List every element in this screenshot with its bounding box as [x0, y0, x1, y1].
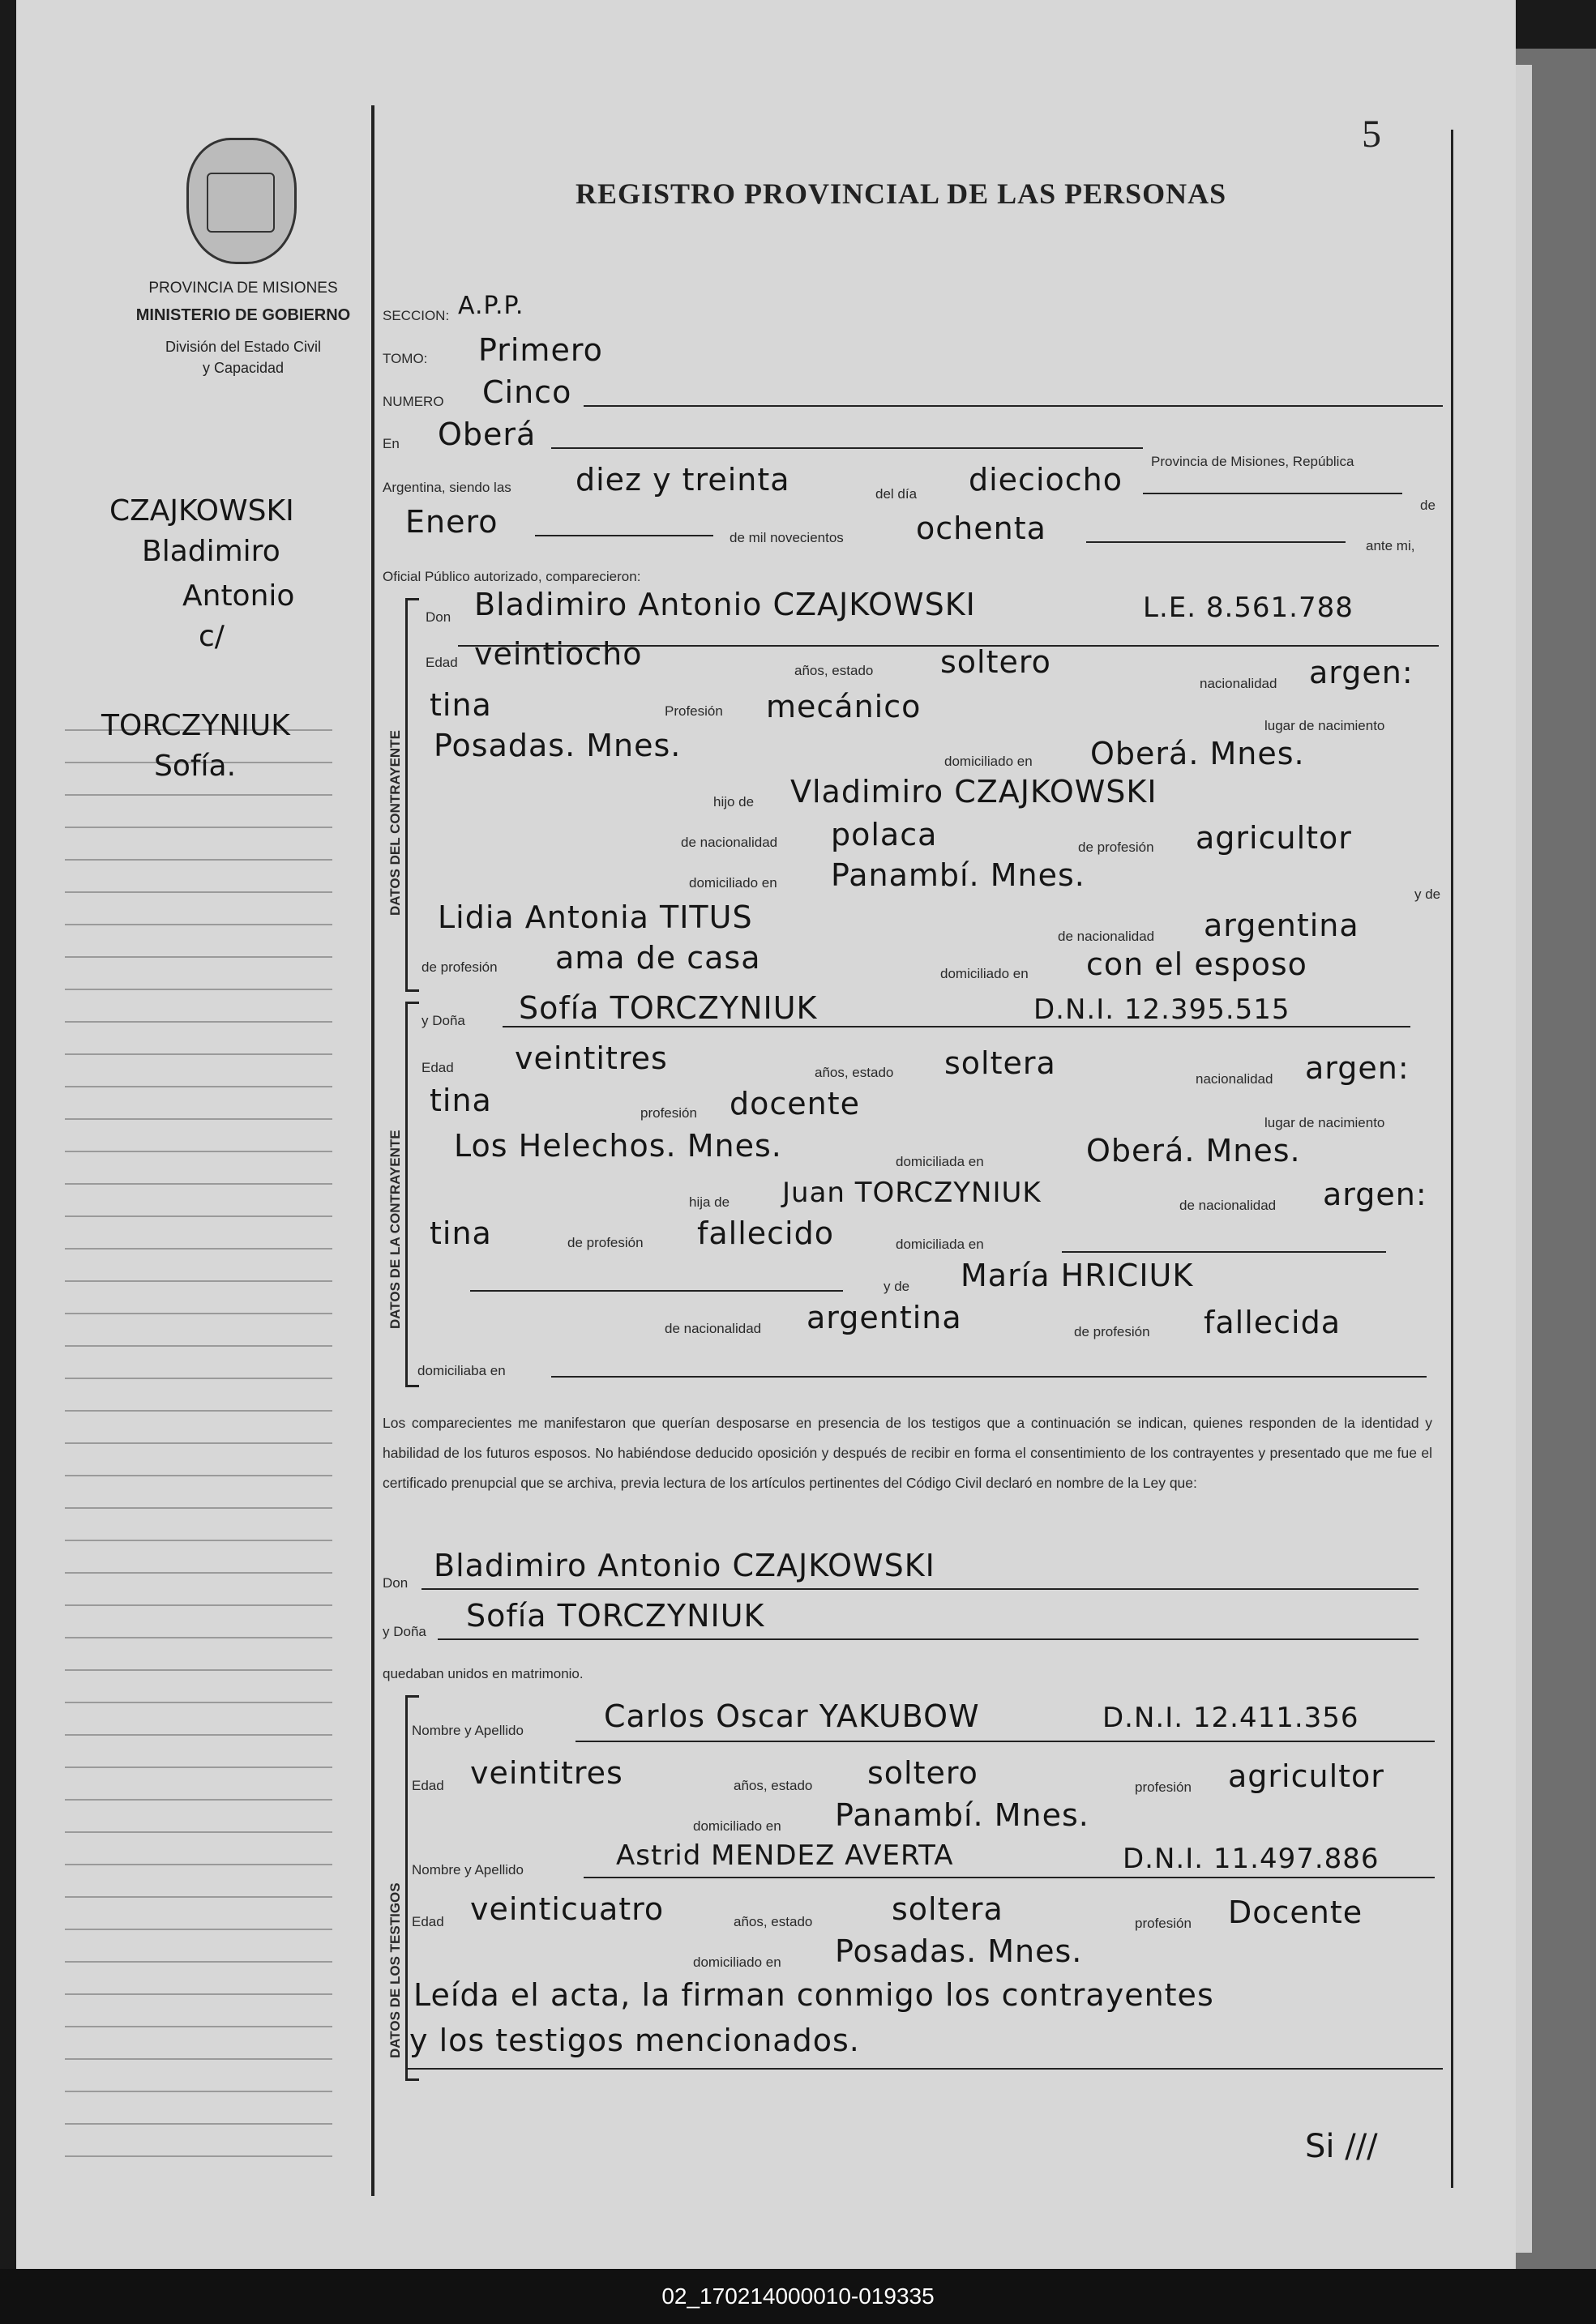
groom-father-dom-label: domiciliado en — [689, 875, 777, 891]
w1-prof: agricultor — [1228, 1758, 1384, 1794]
del-dia-label: del día — [875, 486, 918, 502]
w1-doc: D.N.I. 12.411.356 — [1102, 1702, 1359, 1734]
bride-hija-label: hija de — [689, 1194, 730, 1210]
groom-hijo-label: hijo de — [713, 794, 755, 810]
document-page — [16, 0, 1516, 2269]
mil-label: de mil novecientos — [730, 530, 844, 545]
w2-name-label: Nombre y Apellido — [412, 1862, 524, 1878]
bride-nac-label: nacionalidad — [1196, 1071, 1273, 1087]
bride-name: Sofía TORCZYNIUK — [519, 990, 818, 1026]
w1-edad: veintitres — [470, 1755, 623, 1791]
groom-domicilio: Oberá. Mnes. — [1090, 736, 1305, 771]
w1-name: Carlos Oscar YAKUBOW — [604, 1698, 980, 1734]
witnesses-closing-1: Leída el acta, la firman conmigo los contrayentes — [413, 1977, 1214, 2013]
bride-edad-label: Edad — [421, 1060, 454, 1075]
w1-prof-label: profesión — [1135, 1779, 1192, 1795]
issuer-ministry: MINISTERIO DE GOBIERNO — [135, 306, 351, 324]
groom-edad: veintiocho — [474, 636, 643, 672]
groom-mother-prof: ama de casa — [555, 940, 761, 976]
decl-dona-label: y Doña — [383, 1624, 426, 1639]
hora-value: diez y treinta — [576, 462, 790, 498]
provincia-label: Provincia de Misiones, República — [1151, 454, 1354, 469]
oficial-label: Oficial Público autorizado, comparecieron: — [383, 569, 641, 584]
decl-don-label: Don — [383, 1575, 409, 1591]
margin-note-bride-first: Sofía. — [154, 750, 237, 783]
dia-value: dieciocho — [969, 462, 1123, 498]
declaration-text: Los comparecientes me manifestaron que querían desposarse en presencia de los testigos que a continuación se indican, quienes responden de la identidad y habilidad de los futuros esposos. No habiéndose deducido oposición y después de recibir en forma el consentimiento de los contrayentes y presentado que me fue el certificado prenupcial que se archiva, previa lectura de los artículos pertinentes del Código Civil declaró en nombre de la Ley que: — [383, 1415, 1432, 1491]
decl-closing: quedaban unidos en matrimonio. — [383, 1666, 584, 1681]
bride-mother-nac: argentina — [807, 1300, 962, 1335]
de-label: de — [1420, 498, 1436, 513]
bride-mother-dom-label: domiciliaba en — [417, 1363, 506, 1378]
groom-mother-nac-label: de nacionalidad — [1058, 929, 1155, 944]
bride-mother: María HRICIUK — [961, 1258, 1194, 1293]
bride-estado-label: años, estado — [815, 1065, 894, 1080]
groom-father-prof: agricultor — [1196, 820, 1352, 856]
margin-note-groom-middle: Antonio — [182, 579, 295, 613]
bride-domicilio-label: domiciliada en — [896, 1154, 984, 1169]
groom-lugar-label: lugar de nacimiento — [1264, 718, 1385, 733]
w2-name: Astrid MENDEZ AVERTA — [616, 1839, 954, 1872]
groom-edad-label: Edad — [426, 655, 458, 670]
image-footer — [0, 2269, 1596, 2324]
groom-section-label: DATOS DEL CONTRAYENTE — [387, 730, 403, 916]
footer-id: 02_170214000010-019335 — [661, 2283, 935, 2309]
witnesses-section-label: DATOS DE LOS TESTIGOS — [387, 1882, 403, 2058]
mes-value: Enero — [405, 504, 498, 540]
argentina-label: Argentina, siendo las — [383, 480, 511, 495]
margin-note-groom-first: Bladimiro — [142, 535, 280, 568]
bride-nac-b: tina — [430, 1083, 492, 1118]
w2-edad-label: Edad — [412, 1914, 444, 1929]
groom-father-nac-label: de nacionalidad — [681, 835, 778, 850]
groom-mother-dom: con el esposo — [1086, 946, 1307, 982]
witnesses-closing-2: y los testigos mencionados. — [409, 2023, 860, 2058]
margin-note-bride-surname: TORCZYNIUK — [101, 709, 290, 742]
issuer-division-1: División del Estado Civil — [165, 339, 322, 355]
numero-label: NUMERO — [383, 394, 444, 409]
groom-father-nac: polaca — [831, 817, 938, 852]
w1-name-label: Nombre y Apellido — [412, 1723, 524, 1738]
ante-label: ante mi, — [1366, 538, 1415, 553]
seccion-label: SECCION: — [383, 308, 450, 323]
groom-name: Bladimiro Antonio CZAJKOWSKI — [474, 587, 976, 622]
bride-father: Juan TORCZYNIUK — [782, 1177, 1042, 1209]
groom-lugar: Posadas. Mnes. — [434, 728, 682, 763]
tomo-label: TOMO: — [383, 351, 428, 366]
groom-father-dom: Panambí. Mnes. — [831, 857, 1085, 893]
bride-father-prof: fallecido — [697, 1215, 834, 1251]
bride-father-dom-label: domiciliada en — [896, 1237, 984, 1252]
groom-domicilio-label: domiciliado en — [944, 754, 1033, 769]
numero-value: Cinco — [482, 374, 572, 410]
groom-mother-prof-label: de profesión — [421, 959, 498, 975]
groom-y-de-label: y de — [1414, 886, 1441, 902]
w2-prof: Docente — [1228, 1895, 1363, 1930]
bride-doc: D.N.I. 12.395.515 — [1033, 993, 1290, 1026]
groom-nac-label: nacionalidad — [1200, 676, 1277, 691]
bride-profesion-label: profesión — [640, 1105, 697, 1121]
seccion-value: A.P.P. — [458, 292, 524, 320]
bride-mother-nac-label: de nacionalidad — [665, 1321, 762, 1336]
bride-lugar-label: lugar de nacimiento — [1264, 1115, 1385, 1130]
decl-groom: Bladimiro Antonio CZAJKOWSKI — [434, 1548, 935, 1583]
w1-edad-label: Edad — [412, 1778, 444, 1793]
w2-dom: Posadas. Mnes. — [835, 1933, 1083, 1969]
groom-don-label: Don — [426, 609, 451, 625]
w1-dom-label: domiciliado en — [693, 1818, 781, 1834]
groom-mother-nac: argentina — [1204, 908, 1359, 943]
page-title: REGISTRO PROVINCIAL DE LAS PERSONAS — [576, 177, 1227, 210]
bride-nac-a: argen: — [1305, 1050, 1410, 1086]
bride-mother-prof: fallecida — [1204, 1305, 1341, 1340]
bride-section-label: DATOS DE LA CONTRAYENTE — [387, 1130, 403, 1329]
bride-domicilio: Oberá. Mnes. — [1086, 1133, 1301, 1168]
right-rule — [1451, 130, 1453, 2188]
groom-profesion-label: Profesión — [665, 703, 723, 719]
tomo-value: Primero — [478, 332, 603, 368]
groom-nac-a: argen: — [1309, 655, 1414, 690]
groom-estado: soltero — [940, 644, 1051, 680]
bride-dona-label: y Doña — [421, 1013, 465, 1028]
bride-father-nac-label: de nacionalidad — [1179, 1198, 1277, 1213]
margin-note-groom-surname: CZAJKOWSKI — [109, 494, 294, 528]
bride-profesion: docente — [730, 1086, 861, 1121]
groom-nac-b: tina — [430, 687, 492, 723]
page-number: 5 — [1362, 113, 1381, 156]
bride-father-prof-label: de profesión — [567, 1235, 644, 1250]
bride-father-nac-b: tina — [430, 1215, 492, 1251]
issuer-division-2: y Capacidad — [202, 360, 285, 376]
groom-estado-label: años, estado — [794, 663, 874, 678]
w1-dom: Panambí. Mnes. — [835, 1797, 1089, 1833]
bride-y-de-label: y de — [884, 1279, 910, 1294]
w1-estado-label: años, estado — [734, 1778, 813, 1793]
bride-lugar: Los Helechos. Mnes. — [454, 1128, 782, 1164]
groom-mother-dom-label: domiciliado en — [940, 966, 1029, 981]
w2-estado: soltera — [892, 1891, 1003, 1927]
w2-doc: D.N.I. 11.497.886 — [1123, 1843, 1380, 1875]
province-seal — [186, 138, 297, 264]
margin-rule — [371, 105, 374, 2196]
groom-mother: Lidia Antonia TITUS — [438, 899, 753, 935]
groom-profesion: mecánico — [766, 689, 922, 724]
w2-dom-label: domiciliado en — [693, 1954, 781, 1970]
signature-mark: Si /// — [1305, 2128, 1378, 2165]
bride-mother-prof-label: de profesión — [1074, 1324, 1150, 1339]
groom-father-prof-label: de profesión — [1078, 839, 1154, 855]
w1-estado: soltero — [867, 1755, 978, 1791]
groom-doc: L.E. 8.561.788 — [1143, 592, 1354, 624]
w2-prof-label: profesión — [1135, 1916, 1192, 1931]
en-value: Oberá — [438, 417, 537, 452]
w2-estado-label: años, estado — [734, 1914, 813, 1929]
margin-note-connector: c/ — [199, 620, 225, 653]
bride-edad: veintitres — [515, 1040, 668, 1076]
bride-estado: soltera — [944, 1045, 1056, 1081]
anio-value: ochenta — [916, 511, 1046, 546]
issuer-province: PROVINCIA DE MISIONES — [148, 280, 338, 297]
groom-father: Vladimiro CZAJKOWSKI — [790, 774, 1157, 810]
decl-bride: Sofía TORCZYNIUK — [466, 1598, 765, 1634]
en-label: En — [383, 436, 400, 451]
bride-father-nac-a: argen: — [1323, 1177, 1427, 1212]
w2-edad: veinticuatro — [470, 1891, 665, 1927]
